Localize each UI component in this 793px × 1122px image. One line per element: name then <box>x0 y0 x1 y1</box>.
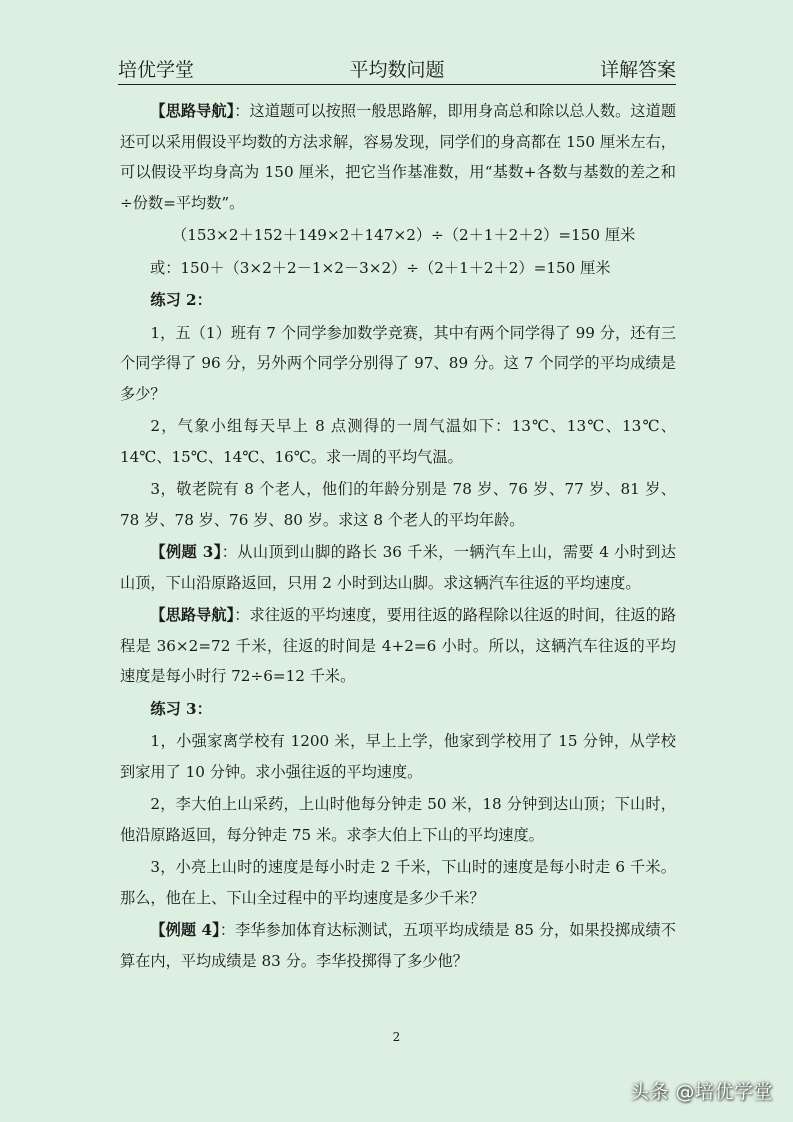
paragraph-text: ：这道题可以按照一般思路解，即用身高总和除以总人数。这道题还可以采用假设平均数的方法求解，容易发现，同学们的身高都在 150 厘米左右，可以假设平均身高为 150 厘米，把它当作基准数，用“基数+各数与基数的差之和÷份数=平均数”。 <box>120 102 677 212</box>
header-center-title: 平均数问题 <box>349 59 445 81</box>
paragraph-thinking-guide-1 <box>120 96 676 218</box>
exercise-3-item-2: 2，李大伯上山采药，上山时他每分钟走 50 米，18 分钟到达山顶；下山时，他沿原路返回，每分钟走 75 米。求李大伯上下山的平均速度。 <box>120 795 676 844</box>
exercise-2-item-2: 2，气象小组每天早上 8 点测得的一周气温如下：13℃、13℃、13℃、14℃、15℃、14℃、16℃。求一周的平均气温。 <box>120 417 676 466</box>
header-left-title: 培优学堂 <box>118 59 195 81</box>
paragraph-text: ：李华参加体育达标测试，五项平均成绩是 85 分，如果投掷成绩不算在内，平均成绩是 83 分。李华投掷得了多少他？ <box>120 921 676 970</box>
paragraph-text: ：求往返的平均速度，要用往返的路程除以往返的时间，往返的路程是 36×2=72 千米，往返的时间是 4+2=6 小时。所以，这辆汽车往返的平均速度是每小时行 72÷6=12 千米。 <box>120 606 677 685</box>
header-right-title: 详解答案 <box>599 59 676 81</box>
section-label: 【例题 4】 <box>150 921 220 939</box>
paragraph-thinking-guide-2 <box>120 600 676 692</box>
section-label: 【思路导航】 <box>150 606 235 624</box>
example-3 <box>120 537 676 598</box>
exercise-3-item-1: 1，小强家离学校有 1200 米，早上上学，他家到学校用了 15 分钟，从学校到家用了 10 分钟。求小强往返的平均速度。 <box>120 732 676 781</box>
document-body <box>120 96 676 978</box>
section-label: 【例题 3】 <box>150 543 222 561</box>
page-number: 2 <box>392 1030 401 1044</box>
exercise-3-item-3: 3，小亮上山时的速度是每小时走 2 千米，下山时的速度是每小时走 6 千米。那么，他在上、下山全过程中的平均速度是多少千米？ <box>120 858 676 907</box>
exercise-2-item-1: 1，五（1）班有 7 个同学参加数学竞赛，其中有两个同学得了 99 分，还有三个同学得了 96 分，另外两个同学分别得了 97、89 分。这 7 个同学的平均成绩是多少？ <box>120 323 676 403</box>
exercise-2-item-3: 3，敬老院有 8 个老人，他们的年龄分别是 78 岁、76 岁、77 岁、81 岁、78 岁、78 岁、76 岁、80 岁。求这 8 个老人的平均年龄。 <box>120 480 676 529</box>
paragraph-text: ：从山顶到山脚的路长 36 千米，一辆汽车上山，需要 4 小时到达山顶，下山沿原路返回，只用 2 小时到达山脚。求这辆汽车往返的平均速度。 <box>120 543 676 592</box>
section-label: 【思路导航】 <box>150 102 235 120</box>
page-header <box>118 56 676 85</box>
watermark-text: 头条 @培优学堂 <box>629 1081 773 1103</box>
formula-line-1: （153×2＋152＋149×2＋147×2）÷（2＋1＋2＋2）=150 厘米 <box>172 226 636 244</box>
formula-line-2: 或：150＋（3×2＋2－1×2－3×2）÷（2＋1＋2＋2）=150 厘米 <box>150 258 611 277</box>
example-4 <box>120 915 676 976</box>
exercise-heading-2: 练习 2： <box>150 291 212 309</box>
exercise-heading-3: 练习 3： <box>150 699 212 718</box>
